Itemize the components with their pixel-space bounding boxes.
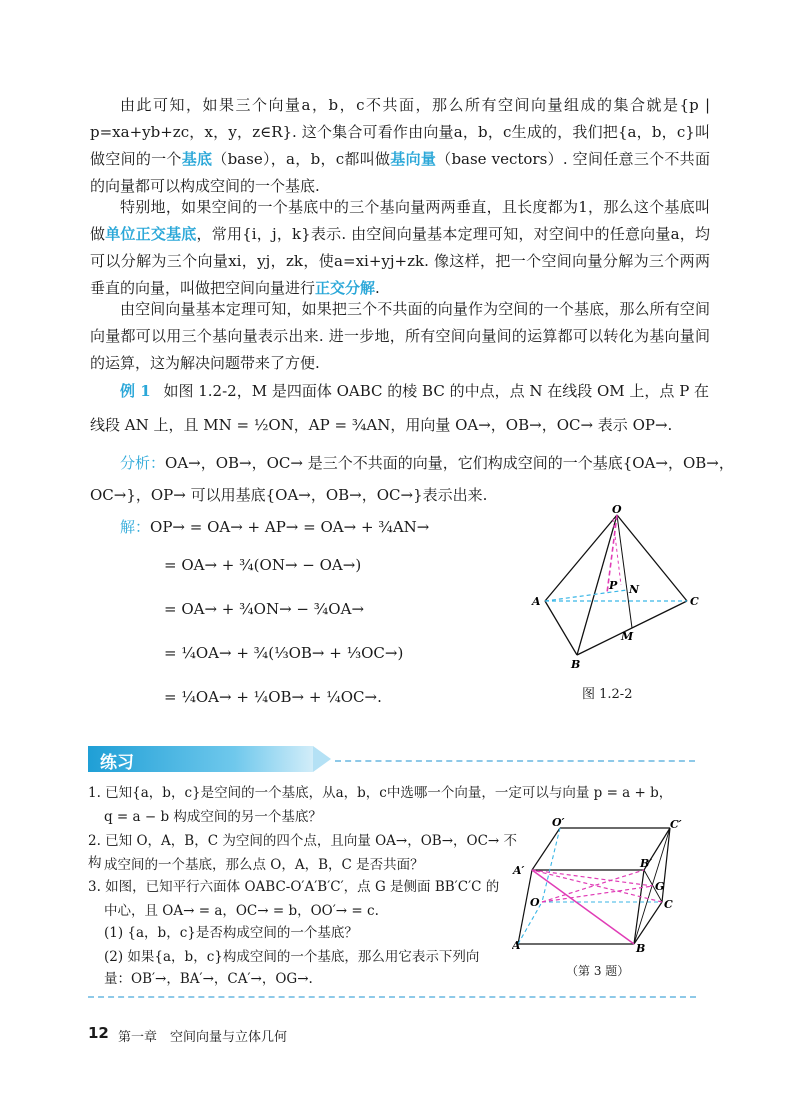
label-M: M	[621, 630, 634, 643]
label-A: A	[512, 939, 521, 952]
question-3c: (1) {a，b，c}是否构成空间的一个基底？	[104, 925, 358, 941]
solution-line-1	[120, 516, 429, 537]
label-A: A	[532, 595, 541, 608]
label-N: N	[629, 583, 640, 596]
term-basis: 基底	[181, 150, 213, 168]
question-3b: 中心，且 OA→ = a，OC→ = b，OO′→ = c.	[104, 903, 379, 919]
analysis-line-2: OC→}，OP→ 可以用基底{OA→，OB→，OC→}表示出来.	[90, 486, 488, 504]
paragraph-orthonormal	[90, 194, 710, 302]
label-P: P	[609, 579, 618, 592]
divider-bottom	[88, 996, 696, 998]
solution-line-4: = ¼OA→ + ¾(⅓OB→ + ⅓OC→)	[164, 644, 404, 662]
exercise-title: 练习	[100, 753, 134, 773]
solution-line-5: = ¼OA→ + ¼OB→ + ¼OC→.	[164, 688, 382, 706]
paragraph-text: .	[375, 279, 380, 297]
exercise-banner-tip	[313, 746, 331, 772]
analysis-line-1	[120, 452, 734, 473]
label-B: B	[571, 658, 581, 671]
question-1a: 1. 已知{a，b，c}是空间的一个基底，从a，b，c中选哪一个向量，一定可以与向量 p = a + b，	[88, 785, 673, 801]
label-A-prime: A′	[513, 864, 525, 877]
term-orthonormal-basis: 单位正交基底	[105, 225, 197, 243]
paragraph-conclusion: 由空间向量基本定理可知，如果把三个不共面的向量作为空间的一个基底，那么所有空间向量都可以用三个基向量表示出来. 进一步地，所有空间向量间的运算都可以转化为基向量间的运算，这为解决问题带来了方便.	[90, 300, 710, 372]
tetrahedron-figure	[525, 505, 705, 675]
paragraph-text: ，常用{i，j，k}表示. 由空间向量基本定理可知，对空间中的任意向量a，均可以分解为三个向量xi，yj，zk，使a=xi+yj+zk. 像这样，把一个空间向量分解为三个两两垂直的向量，叫做把空间向量进行	[90, 225, 710, 297]
analysis-label: 分析：	[120, 454, 166, 472]
label-O-prime: O′	[552, 818, 565, 829]
figure-caption: 图 1.2-2	[582, 687, 633, 702]
paragraph-text: 由此可知，如果三个向量a，b，c不共面，那么所有空间向量组成的集合就是{p | p=xa+yb+zc，x，y，z∈R}. 这个集合可看作由向量a，b，c生成的，我们把{a，b，c}叫做空间的一个	[90, 96, 710, 168]
question-3d: (2) 如果{a，b，c}构成空间的一个基底，那么用它表示下列向	[104, 949, 480, 965]
label-B-prime: B′	[640, 857, 653, 870]
question-1b: q = a − b 构成空间的另一个基底？	[104, 809, 322, 825]
paragraph-basis	[90, 92, 710, 200]
chapter-title: 第一章 空间向量与立体几何	[118, 1030, 288, 1045]
label-C: C	[690, 595, 699, 608]
divider-top	[335, 760, 695, 762]
example-line-1	[120, 380, 709, 401]
paragraph-text: 特别地，如果空间的一个基底中的三个基向量两两垂直，且长度都为1，那么这个基底叫做	[90, 198, 710, 243]
example-line-2: 线段 AN 上，且 MN = ½ON，AP = ¾AN，用向量 OA→，OB→，OC→ 表示 OP→.	[90, 416, 673, 434]
parallelepiped-figure	[512, 818, 692, 958]
question-2a: 2. 已知 O，A，B，C 为空间的四个点，且向量 OA→，OB→，OC→ 不构	[88, 833, 518, 871]
question-2b: 成空间的一个基底，那么点 O，A，B，C 是否共面？	[104, 857, 424, 873]
label-O: O	[612, 505, 622, 516]
exercise-figure-caption: （第 3 题）	[566, 964, 630, 978]
label-C: C	[664, 898, 673, 911]
term-orthogonal-decomposition: 正交分解	[315, 279, 376, 297]
term-base-vectors: 基向量	[390, 150, 437, 168]
label-O: O	[530, 896, 540, 909]
label-B: B	[636, 942, 646, 955]
page-number: 12	[88, 1024, 109, 1042]
question-3a: 3. 如图，已知平行六面体 OABC-O′A′B′C′，点 G 是侧面 BB′C′C 的	[88, 879, 500, 895]
analysis-text: OA→，OB→，OC→ 是三个不共面的向量，它们构成空间的一个基底{OA→，OB→，	[165, 454, 734, 472]
label-C-prime: C′	[670, 818, 682, 831]
example-label: 例 1	[120, 382, 151, 400]
label-G: G	[655, 880, 665, 893]
solution-line-3: = OA→ + ¾ON→ − ¾OA→	[164, 600, 365, 618]
paragraph-text: （base），a，b，c都叫做	[212, 150, 391, 168]
example-text: 如图 1.2-2，M 是四面体 OABC 的棱 BC 的中点，点 N 在线段 OM 上，点 P 在	[163, 382, 710, 400]
solution-step: OP→ = OA→ + AP→ = OA→ + ¾AN→	[150, 518, 430, 536]
question-3e: 量：OB′→，BA′→，CA′→，OG→.	[104, 971, 313, 987]
paragraph-text: （base vectors）. 空间任意三个不共面的向量都可以构成空间的一个基底.	[90, 150, 710, 195]
solution-line-2: = OA→ + ¾(ON→ − OA→)	[164, 556, 362, 574]
solution-label: 解：	[120, 518, 151, 536]
